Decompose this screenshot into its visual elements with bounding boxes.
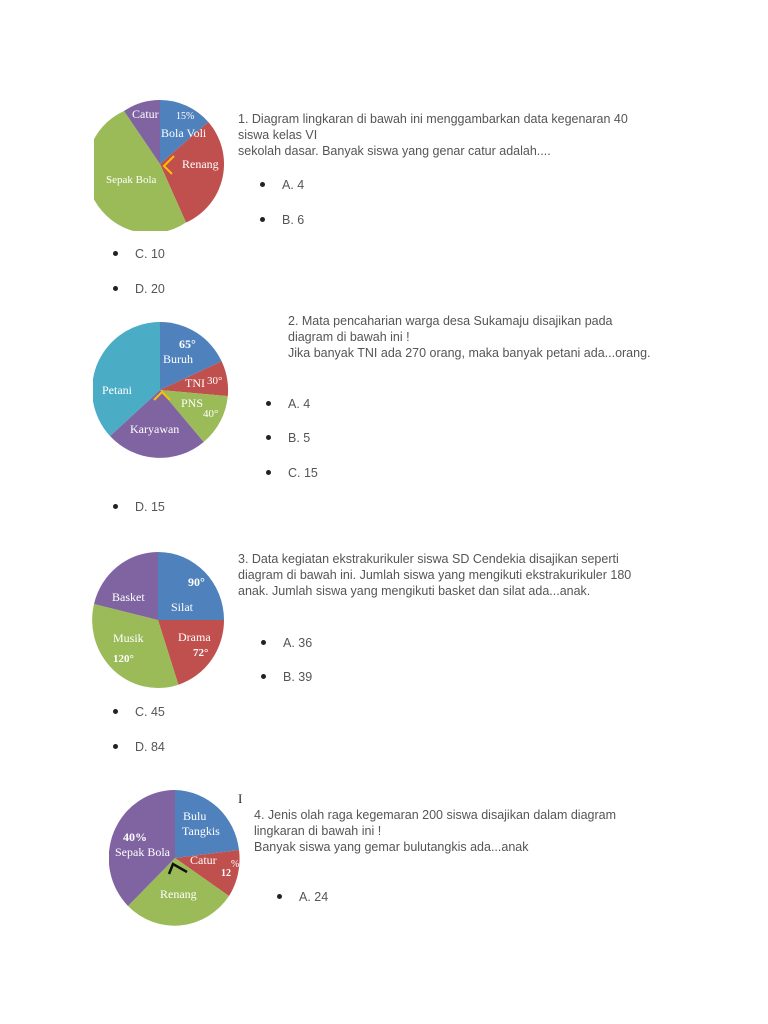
question-line: anak. Jumlah siswa yang mengikuti basket dan silat ada...anak. <box>238 584 591 598</box>
option-2a: A. 4 <box>266 396 310 412</box>
question-line: 1. Diagram lingkaran di bawah ini menggambarkan data kegenaran 40 <box>238 112 628 126</box>
bullet-icon <box>261 640 266 645</box>
question-line: diagram di bawah ini. Jumlah siswa yang mengikuti ekstrakurikuler 180 <box>238 568 632 582</box>
label-karyawan: Karyawan <box>130 422 180 436</box>
label-tni-deg: 30° <box>207 375 223 387</box>
bullet-icon <box>113 504 118 509</box>
option-1a: A. 4 <box>260 177 304 193</box>
pie-chart-q3 <box>92 550 226 690</box>
bullet-icon <box>260 182 265 187</box>
bullet-icon <box>113 251 118 256</box>
label-sepak-bola: Sepak Bola <box>106 174 157 186</box>
question-4-text <box>254 807 674 855</box>
bullet-icon <box>266 470 271 475</box>
option-1b: B. 6 <box>260 212 304 228</box>
label-silat-deg: 90° <box>188 575 205 589</box>
label-bola-voli: Bola Voli <box>161 126 207 140</box>
question-2-text <box>288 313 688 361</box>
bullet-icon <box>266 435 271 440</box>
question-line: Banyak siswa yang gemar bulutangkis ada...anak <box>254 840 529 854</box>
option-1d: D. 20 <box>113 281 165 297</box>
label-renang: Renang <box>182 157 219 171</box>
bullet-icon <box>113 744 118 749</box>
label-renang: Renang <box>160 887 197 901</box>
question-line: Jika banyak TNI ada 270 orang, maka banyak petani ada...orang. <box>288 346 651 360</box>
option-2b: B. 5 <box>266 430 310 446</box>
option-3b: B. 39 <box>261 669 312 685</box>
question-line: lingkaran di bawah ini ! <box>254 824 382 838</box>
question-1-text <box>238 111 658 159</box>
question-line: sekolah dasar. Banyak siswa yang genar catur adalah.... <box>238 144 551 158</box>
label-silat: Silat <box>171 600 194 614</box>
option-3d: D. 84 <box>113 739 165 755</box>
label-drama: Drama <box>178 630 211 644</box>
label-sepak-bola: Sepak Bola <box>115 845 170 859</box>
label-buruh: Buruh <box>163 352 193 366</box>
question-line: 4. Jenis olah raga kegemaran 200 siswa disajikan dalam diagram <box>254 808 617 822</box>
label-pct: 15% <box>176 111 195 122</box>
option-3a: A. 36 <box>261 635 312 651</box>
bullet-icon <box>260 217 265 222</box>
label-musik: Musik <box>113 631 144 645</box>
question-3-text <box>238 551 678 599</box>
bullet-icon <box>113 286 118 291</box>
label-catur-val: 12 <box>221 868 231 879</box>
option-1c: C. 10 <box>113 246 165 262</box>
label-bulu: Bulu <box>183 809 207 823</box>
option-2c: C. 15 <box>266 465 318 481</box>
question-line: siswa kelas VI <box>238 128 318 142</box>
label-catur: Catur <box>132 107 159 121</box>
bullet-icon <box>113 709 118 714</box>
label-sepak-pct: 40% <box>123 830 147 844</box>
bullet-icon <box>261 674 266 679</box>
label-pns: PNS <box>181 396 204 410</box>
option-4a: A. 24 <box>277 889 328 905</box>
question-line: 3. Data kegiatan ekstrakurikuler siswa SD Cendekia disajikan seperti <box>238 552 619 566</box>
option-2d: D. 15 <box>113 499 165 515</box>
label-tni: TNI <box>185 376 205 390</box>
label-petani: Petani <box>102 383 132 397</box>
label-pct-sym: % <box>231 859 240 870</box>
label-tangkis: Tangkis <box>182 824 220 838</box>
label-catur: Catur <box>190 853 217 867</box>
label-basket: Basket <box>112 590 145 604</box>
bullet-icon <box>266 401 271 406</box>
bullet-icon <box>277 894 282 899</box>
label-musik-deg: 120° <box>113 653 134 665</box>
label-pns-deg: 40° <box>203 408 219 420</box>
label-buruh-deg: 65° <box>179 337 196 351</box>
pie-chart-q1 <box>94 97 226 231</box>
option-3c: C. 45 <box>113 704 165 720</box>
question-line: diagram di bawah ini ! <box>288 330 410 344</box>
label-drama-deg: 72° <box>193 647 209 659</box>
pie-chart-q4 <box>109 789 243 927</box>
pie-chart-q2 <box>93 320 229 460</box>
stray-mark: I <box>238 791 243 806</box>
question-line: 2. Mata pencaharian warga desa Sukamaju disajikan pada <box>288 314 613 328</box>
